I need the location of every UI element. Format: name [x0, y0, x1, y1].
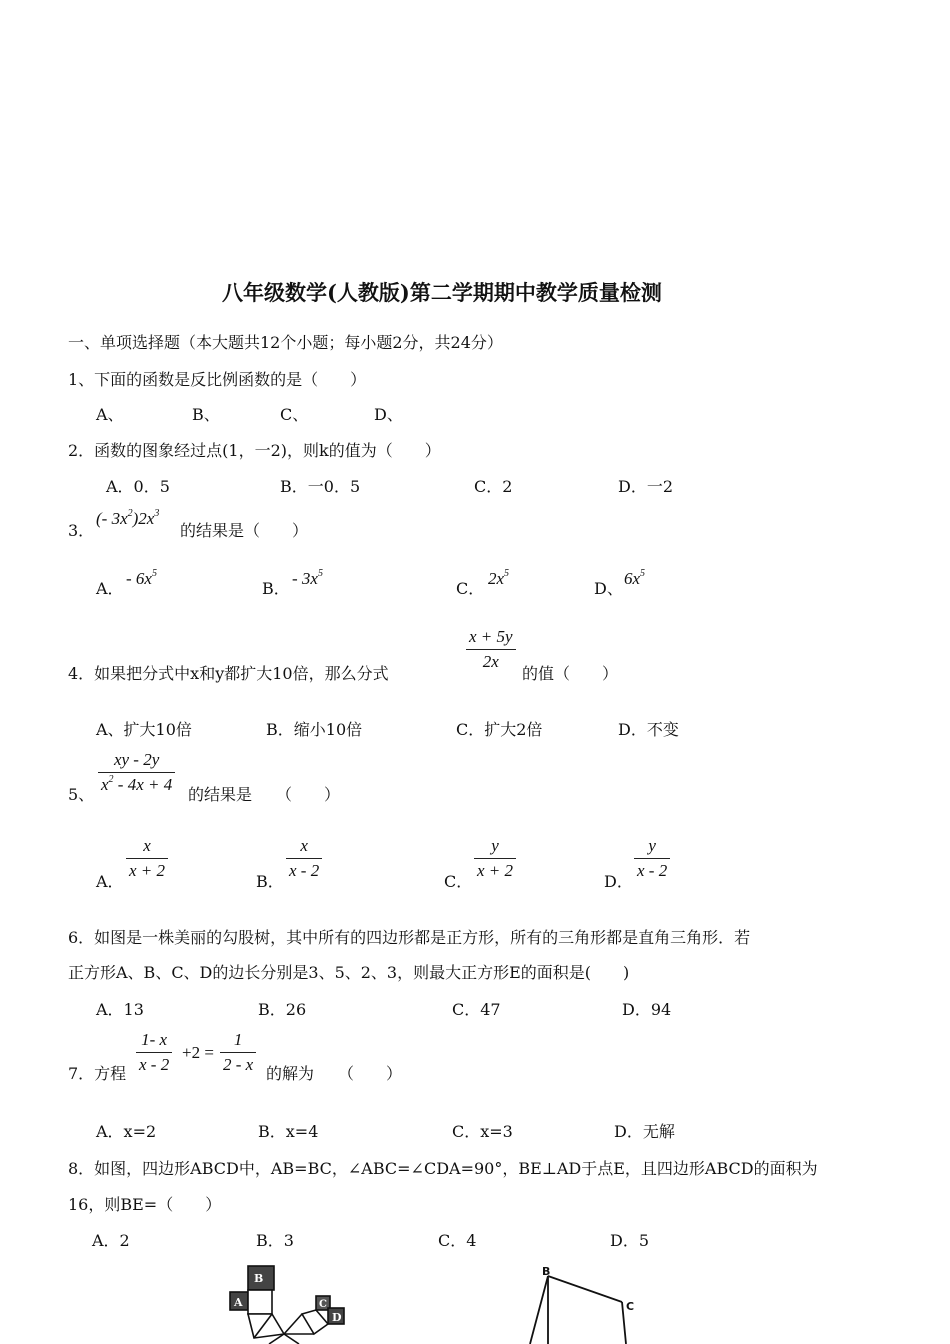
- q3-option-a-label: A．: [96, 579, 124, 598]
- q7-prefix: 7．方程: [68, 1064, 127, 1083]
- q8-option-c: C．4: [438, 1231, 477, 1250]
- q5-option-c-label: C．: [444, 872, 473, 891]
- q5-option-b-fraction: $\frac{x}{x - 2}$: [286, 836, 322, 881]
- question-4-stem: 4．如果把分式中x和y都扩大10倍，那么分式: [68, 664, 389, 683]
- q3-number: 3．: [68, 521, 95, 540]
- q7-option-b: B．x=4: [258, 1122, 319, 1141]
- quad-label-b: B: [542, 1265, 551, 1278]
- q5-option-b-label: B．: [256, 872, 284, 891]
- segment-bc: [548, 1276, 622, 1302]
- quad-label-c: C: [626, 1300, 635, 1313]
- q4-option-b: B．缩小10倍: [266, 720, 363, 739]
- q3-option-b-label: B．: [262, 579, 290, 598]
- q5-fraction: [98, 750, 175, 795]
- q3-option-b-expr: - $3x^5$: [292, 568, 323, 588]
- q1-option-b: B、: [192, 405, 220, 424]
- q5-option-c-fraction: $\frac{y}{x + 2}$: [474, 836, 516, 881]
- pythagorean-tree-figure: [224, 1262, 364, 1344]
- q3-option-d-expr: $6x^5$: [624, 568, 646, 588]
- q6-option-b: B．26: [258, 1000, 307, 1019]
- q5-suffix: 的结果是 （ ）: [188, 785, 341, 804]
- q5-fraction-numerator: xy - 2y: [98, 750, 175, 773]
- q7-option-c: C．x=3: [452, 1122, 513, 1141]
- q6-option-a: A．13: [96, 1000, 144, 1019]
- tree-label-d: D: [332, 1311, 342, 1324]
- q2-option-b: B．一0．5: [280, 477, 361, 496]
- q7-option-a: A．x=2: [96, 1122, 157, 1141]
- section-heading: 一、单项选择题（本大题共12个小题；每小题2分，共24分）: [68, 333, 503, 352]
- q4-option-c: C．扩大2倍: [456, 720, 543, 739]
- tree-label-c: C: [319, 1299, 327, 1310]
- q5-option-d-fraction: $\frac{y}{x - 2}$: [634, 836, 670, 881]
- q5-option-a-fraction: $\frac{x}{x + 2}$: [126, 836, 168, 881]
- q4-option-d: D．不变: [618, 720, 679, 739]
- q8-option-d: D．5: [610, 1231, 650, 1250]
- q3-option-a-expr: - $6x^5$: [126, 568, 157, 588]
- question-1-stem: 1、下面的函数是反比例函数的是（ ）: [68, 370, 367, 389]
- q1-option-d: D、: [374, 405, 403, 424]
- q5-option-d-label: D．: [604, 872, 633, 891]
- tree-label-b: B: [254, 1272, 264, 1285]
- q2-option-a: A．0．5: [106, 477, 170, 496]
- q1-option-c: C、: [280, 405, 309, 424]
- q8-option-b: B．3: [256, 1231, 294, 1250]
- q2-option-d: D．一2: [618, 477, 674, 496]
- q5-option-a-label: A．: [96, 872, 124, 891]
- question-2-stem: 2．函数的图象经过点(1，一2)，则k的值为（ ）: [68, 441, 441, 460]
- q3-option-c-expr: $2x^5$: [488, 568, 510, 588]
- q8-option-a: A．2: [92, 1231, 130, 1250]
- question-8-line-1: 8．如图，四边形ABCD中，AB=BC，∠ABC=∠CDA=90°，BE⊥AD于点E，且四边形ABCD的面积为: [68, 1159, 818, 1178]
- q3-option-d-label: D、: [594, 579, 623, 598]
- quadrilateral-figure: [510, 1264, 650, 1344]
- q4-fraction-denominator: 2x: [482, 652, 499, 671]
- q6-option-d: D．94: [622, 1000, 672, 1019]
- question-8-line-2: 16，则BE=（ ）: [68, 1195, 222, 1214]
- tree-label-a: A: [234, 1296, 243, 1309]
- page-title: 八年级数学(人教版)第二学期期中教学质量检测: [222, 280, 662, 305]
- q5-number: 5、: [68, 785, 95, 804]
- q7-suffix: 的解为 （ ）: [266, 1064, 403, 1083]
- question-6-line-2: 正方形A、B、C、D的边长分别是3、5、2、3，则最大正方形E的面积是( ): [68, 963, 630, 982]
- q4-suffix: 的值（ ）: [522, 664, 619, 683]
- question-6-line-1: 6．如图是一株美丽的勾股树，其中所有的四边形都是正方形，所有的三角形都是直角三角形．若: [68, 928, 751, 947]
- q4-option-a: A、扩大10倍: [96, 720, 192, 739]
- q5-fraction-denominator: $x^2 - 4x + 4$: [101, 774, 173, 794]
- q4-fraction: [466, 627, 516, 672]
- segment-ba: [530, 1276, 548, 1344]
- q7-lhs-fraction: $\frac{1- x}{x - 2}$: [136, 1030, 172, 1075]
- q4-fraction-numerator: x + 5y: [466, 627, 516, 650]
- q3-suffix: 的结果是（ ）: [180, 521, 309, 540]
- q2-option-c: C．2: [474, 477, 513, 496]
- q7-plus-two: +2 =: [182, 1043, 214, 1062]
- q3-option-c-label: C．: [456, 579, 485, 598]
- q6-option-c: C．47: [452, 1000, 501, 1019]
- q7-rhs-fraction: $\frac{1}{2 - x}$: [220, 1030, 256, 1075]
- q7-option-d: D．无解: [614, 1122, 675, 1141]
- q1-option-a: A、: [96, 405, 124, 424]
- q3-expression: (- $3x^2)2x^3$: [96, 508, 160, 528]
